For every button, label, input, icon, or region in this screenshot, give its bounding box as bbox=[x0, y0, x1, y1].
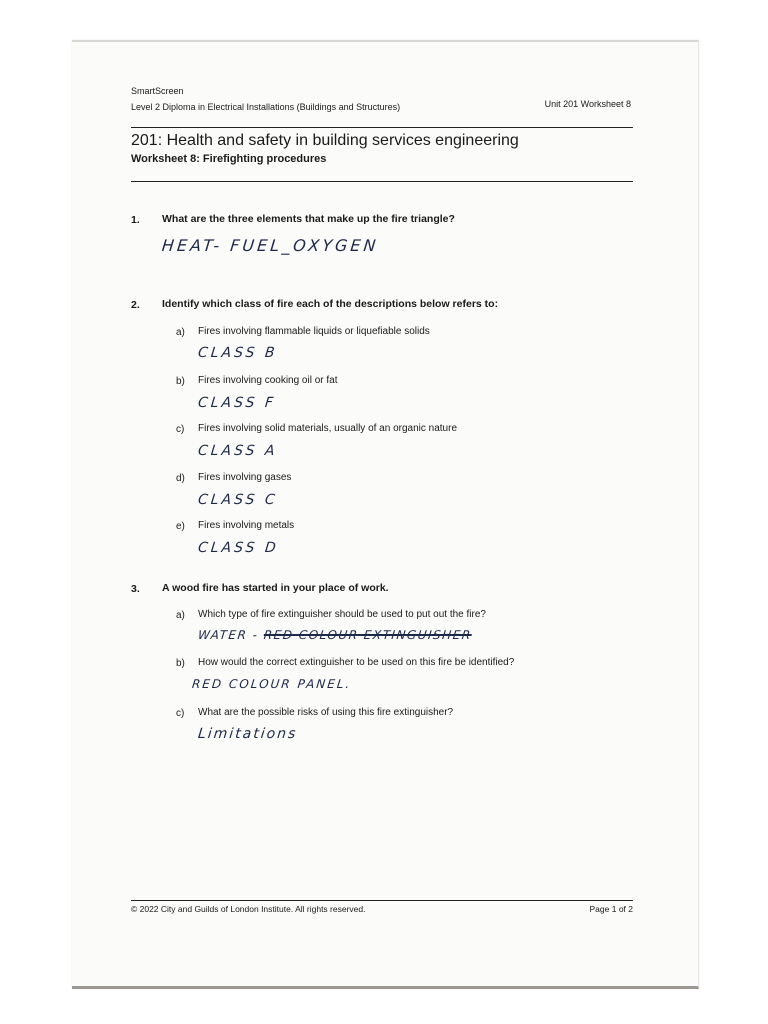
q2d-label: d) bbox=[176, 473, 185, 484]
q2a-label: a) bbox=[176, 327, 185, 338]
q2e-text: Fires involving metals bbox=[198, 520, 295, 531]
title-rule bbox=[131, 181, 633, 182]
q2d-answer: CLASS C bbox=[197, 492, 279, 508]
q3a-answer: WATER - bbox=[197, 628, 260, 642]
q3a-answer-line bbox=[197, 628, 472, 642]
q2c-answer: CLASS A bbox=[197, 443, 279, 459]
footer-rule bbox=[131, 900, 633, 901]
q2e-answer: CLASS D bbox=[197, 540, 280, 556]
question-1-text: What are the three elements that make up the fire triangle? bbox=[162, 213, 455, 225]
header-unit: Unit 201 Worksheet 8 bbox=[544, 99, 631, 109]
q3c-answer: Limitations bbox=[197, 726, 299, 742]
q3a-text: Which type of fire extinguisher should be used to put out the fire? bbox=[198, 609, 486, 620]
q2b-text: Fires involving cooking oil or fat bbox=[198, 375, 338, 386]
page-subtitle: Worksheet 8: Firefighting procedures bbox=[131, 153, 327, 165]
footer-copyright: © 2022 City and Guilds of London Institute. All rights reserved. bbox=[131, 904, 366, 914]
q3b-answer: RED COLOUR PANEL. bbox=[191, 677, 353, 691]
footer-page-number: Page 1 of 2 bbox=[589, 904, 633, 914]
question-2-text: Identify which class of fire each of the descriptions below refers to: bbox=[162, 298, 499, 310]
q3b-label: b) bbox=[176, 658, 185, 669]
q2c-text: Fires involving solid materials, usually of an organic nature bbox=[198, 423, 458, 434]
q2b-label: b) bbox=[176, 376, 185, 387]
q2d-text: Fires involving gases bbox=[198, 472, 292, 483]
header-brand: SmartScreen bbox=[131, 86, 184, 96]
q2e-label: e) bbox=[176, 521, 185, 532]
q3c-label: c) bbox=[176, 708, 185, 719]
header-course: Level 2 Diploma in Electrical Installations (Buildings and Structures) bbox=[131, 102, 401, 112]
header-rule bbox=[131, 127, 633, 128]
question-1-number: 1. bbox=[131, 214, 140, 226]
question-3-number: 3. bbox=[131, 583, 140, 595]
q2a-answer: CLASS B bbox=[197, 345, 279, 361]
q3b-text: How would the correct extinguisher to be used on this fire be identified? bbox=[198, 657, 515, 668]
q2a-text: Fires involving flammable liquids or liquefiable solids bbox=[198, 326, 430, 337]
q3c-text: What are the possible risks of using this fire extinguisher? bbox=[198, 707, 454, 718]
question-2-number: 2. bbox=[131, 299, 140, 311]
q2b-answer: CLASS F bbox=[197, 395, 277, 411]
question-1-answer: HEAT- FUEL_OXYGEN bbox=[161, 236, 380, 255]
q3a-label: a) bbox=[176, 610, 185, 621]
worksheet-page bbox=[72, 40, 699, 989]
q2c-label: c) bbox=[176, 424, 185, 435]
page-title: 201: Health and safety in building services engineering bbox=[131, 132, 519, 149]
question-3-text: A wood fire has started in your place of work. bbox=[162, 582, 389, 594]
q3a-answer-struck: RED COLOUR EXTINGUISHER bbox=[263, 628, 473, 642]
